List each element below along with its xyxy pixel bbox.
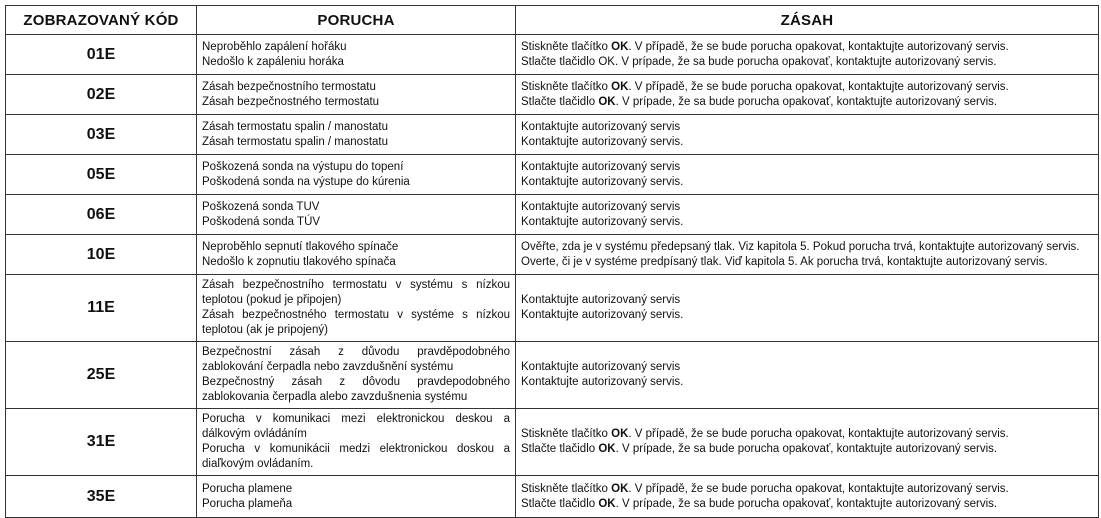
error-code: 31E [6, 409, 197, 476]
fault-text-cz: Zásah termostatu spalin / manostatu [202, 120, 389, 133]
action-text-sk: Stlačte tlačidlo OK. V prípade, že sa bude porucha opakovať, kontaktujte autorizovaný servis. [521, 443, 998, 455]
error-code: 35E [6, 476, 197, 518]
fault-text-cz: Bezpečnostní zásah z důvodu pravděpodobného zablokování čerpadla nebo zavzdušnění systému [202, 346, 510, 373]
fault-text-cz: Neproběhlo sepnutí tlakového spínače [202, 240, 399, 253]
action-text-sk: Kontaktujte autorizovaný servis. [521, 135, 684, 148]
fault-text-cz: Poškozená sonda TUV [202, 200, 320, 213]
fault-description [197, 476, 516, 518]
table-body [6, 35, 1099, 518]
error-code: 01E [6, 35, 197, 75]
table-row [6, 409, 1099, 476]
header-action: ZÁSAH [516, 6, 1099, 35]
action-text-cz: Stiskněte tlačítko OK. V případě, že se bude porucha opakovat, kontaktujte autorizovaný servis. [521, 482, 1009, 495]
fault-description [197, 35, 516, 75]
fault-text-cz: Porucha v komunikaci mezi elektronickou deskou a dálkovým ovládáním [202, 413, 510, 440]
action-description [516, 476, 1099, 518]
fault-text-sk: Zásah termostatu spalin / manostatu [202, 135, 389, 148]
error-code: 03E [6, 115, 197, 155]
table-row [6, 235, 1099, 275]
action-text-cz: Stiskněte tlačítko OK. V případě, že se bude porucha opakovat, kontaktujte autorizovaný servis. [521, 428, 1009, 440]
ok-key-label: OK [611, 80, 629, 93]
fault-text-cz: Neproběhlo zapálení hořáku [202, 40, 347, 53]
ok-key-label: OK [598, 95, 616, 108]
action-text-cz: Kontaktujte autorizovaný servis [521, 361, 681, 373]
error-code: 11E [6, 275, 197, 342]
action-text-cz: Kontaktujte autorizovaný servis [521, 294, 681, 306]
fault-text-sk: Nedošlo k zopnutiu tlakového spínača [202, 255, 396, 268]
fault-text-cz: Zásah bezpečnostního termostatu v systému s nízkou teplotou (pokud je připojen) [202, 279, 510, 306]
action-text-sk: Kontaktujte autorizovaný servis. [521, 215, 684, 228]
action-text-sk: Overte, či je v systéme predpísaný tlak. Viď kapitola 5. Ak porucha trvá, kontaktujte autorizovaný servis. [521, 255, 1048, 268]
fault-code-table [5, 5, 1099, 518]
fault-text-sk: Porucha v komunikácii medzi elektronickou doskou a diaľkovým ovládaním. [202, 443, 510, 470]
action-text-cz: Kontaktujte autorizovaný servis [521, 160, 681, 173]
ok-key-label: OK [598, 497, 616, 510]
fault-text-sk: Nedošlo k zapáleniu horáka [202, 55, 344, 68]
error-code: 06E [6, 195, 197, 235]
ok-key-label: OK [611, 482, 629, 495]
action-text-sk: Kontaktujte autorizovaný servis. [521, 376, 684, 388]
action-text-cz: Stiskněte tlačítko OK. V případě, že se bude porucha opakovat, kontaktujte autorizovaný servis. [521, 40, 1009, 53]
error-code: 25E [6, 342, 197, 409]
fault-text-cz: Poškozená sonda na výstupu do topení [202, 160, 404, 173]
fault-text-sk: Poškodená sonda TÚV [202, 215, 321, 228]
fault-description [197, 75, 516, 115]
action-text-sk: Stlačte tlačidlo OK. V prípade, že sa bude porucha opakovať, kontaktujte autorizovaný servis. [521, 497, 998, 510]
fault-text-sk: Zásah bezpečnostného termostatu [202, 95, 380, 108]
table-row [6, 115, 1099, 155]
table-row [6, 155, 1099, 195]
ok-key-label: OK [611, 40, 629, 53]
action-text-cz: Stiskněte tlačítko OK. V případě, že se bude porucha opakovat, kontaktujte autorizovaný servis. [521, 80, 1009, 93]
fault-text-sk: Porucha plameňa [202, 497, 293, 510]
error-code: 05E [6, 155, 197, 195]
action-text-cz: Kontaktujte autorizovaný servis [521, 200, 681, 213]
fault-text-sk: Bezpečnostný zásah z dôvodu pravdepodobného zablokovania čerpadla alebo zavzdušnenia systému [202, 376, 510, 403]
action-description [516, 275, 1099, 342]
action-description [516, 409, 1099, 476]
fault-description [197, 155, 516, 195]
table-row [6, 35, 1099, 75]
header-code: ZOBRAZOVANÝ KÓD [6, 6, 197, 35]
action-description [516, 155, 1099, 195]
action-text-sk: Stlačte tlačidlo OK. V prípade, že sa bude porucha opakovať, kontaktujte autorizovaný servis. [521, 55, 997, 68]
table-row [6, 195, 1099, 235]
fault-description [197, 115, 516, 155]
table-row [6, 476, 1099, 518]
header-fault: PORUCHA [197, 6, 516, 35]
action-description [516, 115, 1099, 155]
ok-key-label: OK [598, 443, 616, 455]
action-description [516, 235, 1099, 275]
table-row [6, 75, 1099, 115]
action-description [516, 195, 1099, 235]
fault-description [197, 409, 516, 476]
fault-description [197, 195, 516, 235]
action-text-cz: Kontaktujte autorizovaný servis [521, 120, 681, 133]
header-row [6, 6, 1099, 35]
fault-text-cz: Zásah bezpečnostního termostatu [202, 80, 376, 93]
action-text-cz: Ověřte, zda je v systému předepsaný tlak. Viz kapitola 5. Pokud porucha trvá, kontaktujte autorizovaný servis. [521, 240, 1080, 253]
action-description [516, 35, 1099, 75]
table-row [6, 275, 1099, 342]
table-row [6, 342, 1099, 409]
fault-text-cz: Porucha plamene [202, 482, 293, 495]
action-description [516, 342, 1099, 409]
fault-description [197, 275, 516, 342]
fault-text-sk: Zásah bezpečnostného termostatu v systéme s nízkou teplotou (ak je pripojený) [202, 309, 510, 336]
action-description [516, 75, 1099, 115]
fault-description [197, 235, 516, 275]
action-text-sk: Kontaktujte autorizovaný servis. [521, 309, 684, 321]
fault-description [197, 342, 516, 409]
error-code: 10E [6, 235, 197, 275]
action-text-sk: Kontaktujte autorizovaný servis. [521, 175, 684, 188]
action-text-sk: Stlačte tlačidlo OK. V prípade, že sa bude porucha opakovať, kontaktujte autorizovaný servis. [521, 95, 998, 108]
error-code: 02E [6, 75, 197, 115]
fault-text-sk: Poškodená sonda na výstupe do kúrenia [202, 175, 410, 188]
ok-key-label: OK [611, 428, 629, 440]
